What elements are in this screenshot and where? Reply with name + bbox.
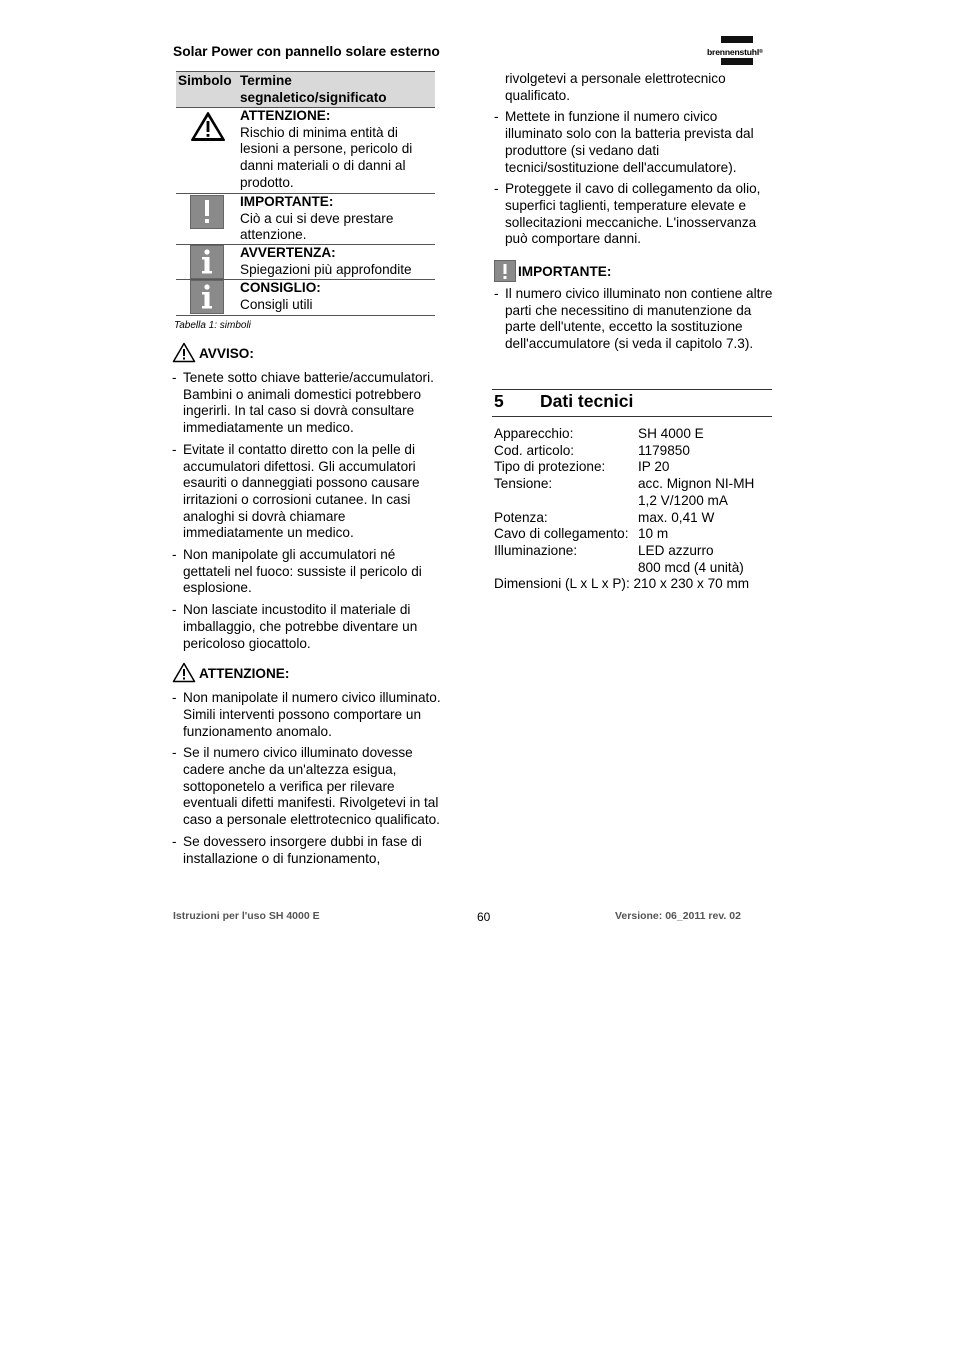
row-description: Spiegazioni più approfondite	[240, 261, 412, 277]
attenzione-heading	[172, 662, 444, 686]
page-number: 60	[477, 910, 491, 924]
right-column	[494, 71, 774, 358]
spec-key: Tipo di protezione:	[494, 459, 606, 475]
spec-row	[494, 443, 784, 460]
logo-bar-bottom	[721, 58, 753, 65]
warning-triangle-icon	[172, 342, 196, 368]
table-row	[176, 280, 435, 316]
table-row	[176, 194, 435, 245]
logo-bar-top	[721, 36, 753, 43]
list-item: - Tenete sotto chiave batterie/accumulatori. Bambini o animali domestici potrebbero ingerirli. In tal caso si dovrà consultare immediatamente un medico.	[172, 370, 444, 437]
symbol-table	[176, 71, 435, 316]
spec-value: max. 0,41 W	[638, 509, 715, 525]
spec-key: Potenza:	[494, 509, 548, 525]
spec-key: Cavo di collegamento:	[494, 526, 629, 542]
row-description: Consigli utili	[240, 296, 313, 312]
specs-list	[494, 426, 784, 593]
spec-value: 10 m	[638, 526, 669, 542]
info-box-icon	[190, 280, 224, 314]
table-row-text	[240, 280, 435, 313]
logo-registered-mark: ®	[759, 49, 763, 55]
list-item: - Evitate il contatto diretto con la pelle di accumulatori difettosi. Gli accumulatori esauriti o danneggiati possono causare irritazioni o corrosioni cutanee. In casi analoghi si dovrà chiamare immediatamente un medico.	[172, 442, 444, 542]
importante-list	[494, 286, 774, 353]
spec-key: Apparecchio:	[494, 426, 574, 441]
attenzione-label: ATTENZIONE:	[199, 666, 290, 682]
table-row	[176, 245, 435, 280]
spec-row	[494, 510, 784, 527]
col-term-header: Termine segnaletico/significato	[240, 73, 387, 105]
footer-version: Versione: 06_2011 rev. 02	[615, 910, 741, 922]
brennenstuhl-logo	[704, 36, 772, 66]
avviso-list	[172, 370, 444, 652]
table-row-text	[240, 108, 435, 192]
list-item: - Non manipolate il numero civico illuminato. Simili interventi possono comportare un funzionamento anomalo.	[172, 690, 444, 740]
row-label: CONSIGLIO:	[240, 280, 321, 295]
spec-value: acc. Mignon NI-MH	[638, 476, 755, 492]
spec-value: SH 4000 E	[638, 426, 704, 441]
importante-label: IMPORTANTE:	[518, 264, 612, 280]
spec-row	[494, 426, 784, 443]
row-description: Rischio di minima entità di lesioni a persone, pericolo di danni materiali o di danni al prodotto.	[240, 124, 413, 190]
spec-row	[494, 526, 784, 543]
spec-key: Illuminazione:	[494, 542, 578, 558]
spec-value: IP 20	[638, 459, 670, 475]
section-title: Dati tecnici	[540, 391, 634, 411]
row-label: ATTENZIONE:	[240, 108, 331, 123]
attenzione-list	[172, 690, 444, 867]
left-column	[172, 342, 444, 872]
section-heading	[492, 389, 772, 417]
list-item: - Se il numero civico illuminato dovesse cadere anche da un'altezza esigua, sottoponetelo a verifica per rilevare eventuali difetti manifesti. Rivolgetevi in tal caso a personale elettrotecnico qualificato.	[172, 745, 444, 829]
spec-row	[494, 543, 784, 576]
importante-heading	[494, 260, 774, 284]
warning-triangle-icon	[172, 662, 196, 688]
logo-text: brennenstuhl	[707, 47, 760, 57]
list-item: - Non manipolate gli accumulatori né gettateli nel fuoco: sussiste il pericolo di esplosione.	[172, 547, 444, 597]
spec-value-line2: 800 mcd (4 unità)	[638, 559, 744, 575]
spec-key: Tensione:	[494, 476, 553, 492]
spec-key: Cod. articolo:	[494, 442, 575, 458]
list-item: - Il numero civico illuminato non contiene altre parti che necessitino di manutenzione da parte dell'utente, eccetto la sostituzione dell'accumulatore (si veda il capitolo 7.3).	[494, 286, 774, 353]
col-symbol-header: Simbolo	[178, 73, 232, 88]
exclamation-box-icon	[494, 260, 516, 282]
spec-row	[494, 476, 784, 509]
list-item: - Mettete in funzione il numero civico illuminato solo con la batteria prevista dal produttore (si vedano dati tecnici/sostituzione dell'accumulatore).	[494, 109, 774, 176]
attenzione-list-continued	[494, 109, 774, 248]
exclamation-box-icon	[190, 195, 224, 229]
document-title: Solar Power con pannello solare esterno	[173, 44, 440, 59]
list-item: - Non lasciate incustodito il materiale di imballaggio, che potrebbe diventare un pericoloso giocattolo.	[172, 602, 444, 652]
list-item-continuation: rivolgetevi a personale elettrotecnico qualificato.	[505, 71, 726, 103]
spec-row	[494, 459, 784, 476]
table-caption: Tabella 1: simboli	[174, 320, 251, 331]
row-label: AVVERTENZA:	[240, 245, 336, 260]
symbol-table-header	[176, 71, 435, 108]
table-row-text	[240, 194, 435, 244]
footer-manual-title: Istruzioni per l'uso SH 4000 E	[173, 910, 320, 922]
row-label: IMPORTANTE:	[240, 194, 334, 209]
table-row-text	[240, 245, 435, 278]
row-description: Ciò a cui si deve prestare attenzione.	[240, 210, 394, 243]
table-row	[176, 108, 435, 194]
list-item: - Se dovessero insorgere dubbi in fase di installazione o di funzionamento,	[172, 834, 444, 867]
spec-value: 1179850	[638, 442, 690, 458]
avviso-label: AVVISO:	[199, 346, 254, 361]
list-item: - Proteggete il cavo di collegamento da olio, superfici taglienti, temperature elevate e sollecitazioni meccaniche. L'inosservanza può comportare danni.	[494, 181, 774, 248]
avviso-heading	[172, 342, 444, 366]
spec-value: LED azzurro	[638, 542, 714, 558]
section-number: 5	[494, 391, 504, 411]
info-box-icon	[190, 245, 224, 279]
spec-value-line2: 1,2 V/1200 mA	[638, 492, 728, 508]
spec-dimensions: Dimensioni (L x L x P): 210 x 230 x 70 mm	[494, 576, 750, 592]
warning-triangle-icon	[190, 111, 226, 147]
